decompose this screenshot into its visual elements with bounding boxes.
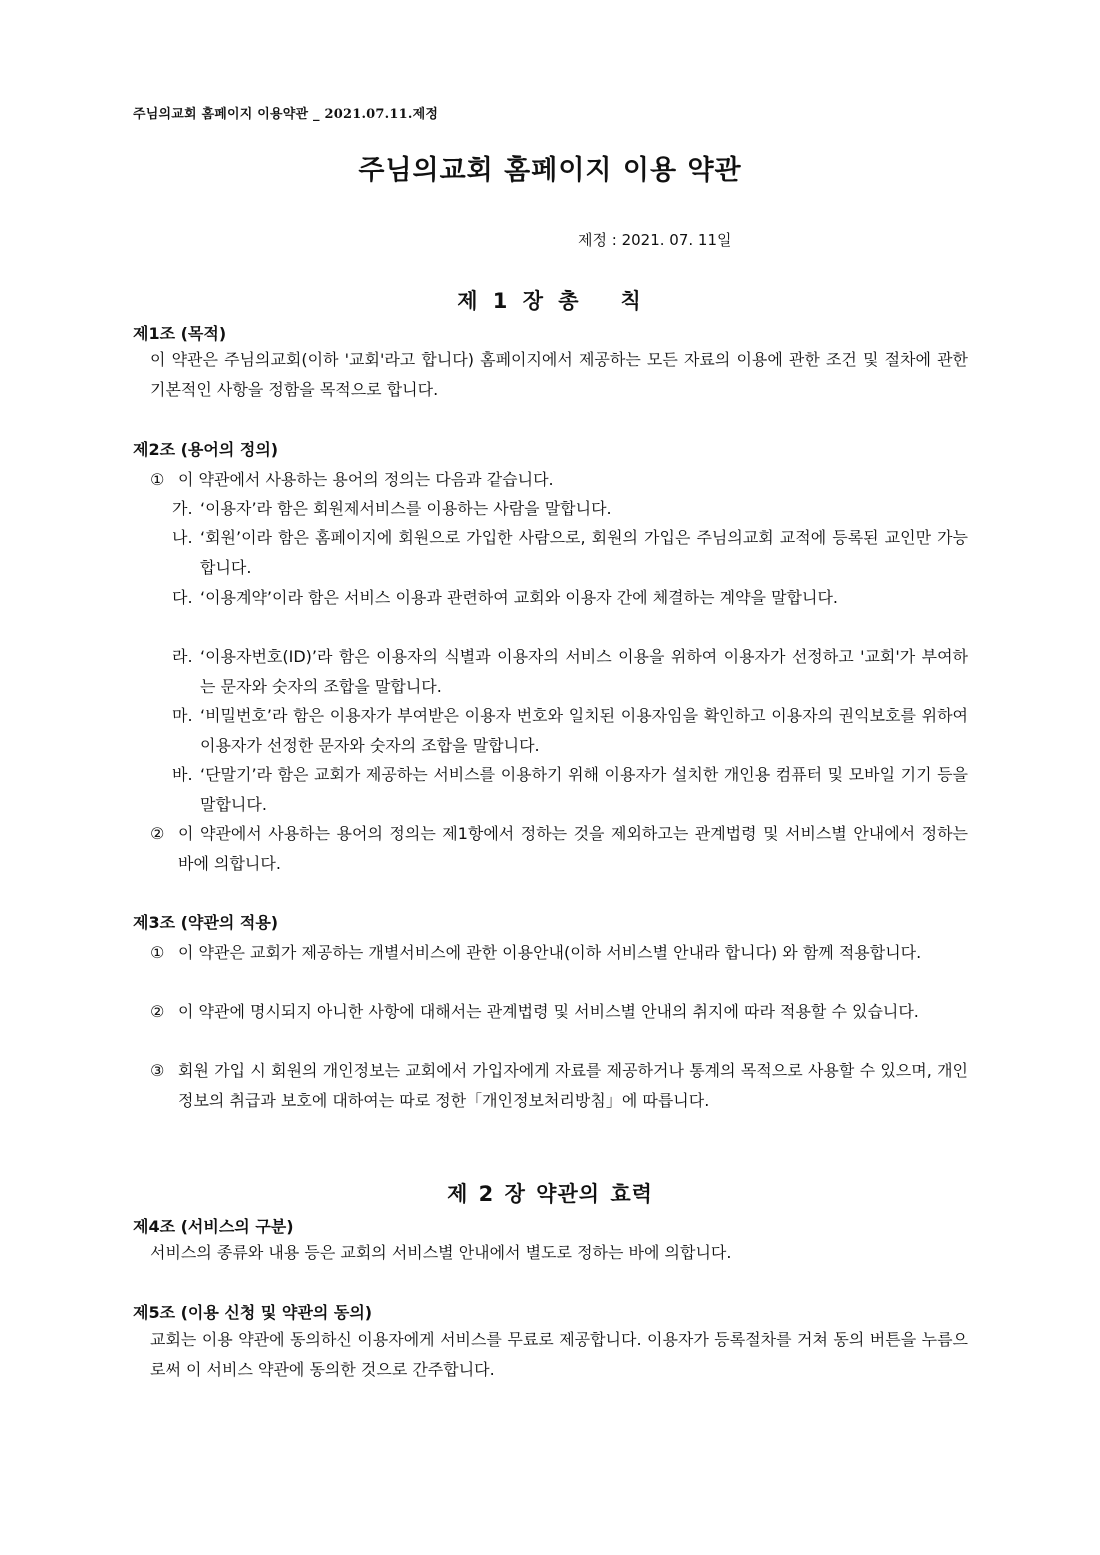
- chapter-2-heading: 제 2 장 약관의 효력: [447, 1182, 653, 1206]
- article-1-title: 제1조 (목적): [133, 324, 227, 343]
- definition-marker: 가.: [172, 499, 193, 518]
- clause-marker: ①: [150, 470, 165, 489]
- article-5-body: 교회는 이용 약관에 동의하신 이용자에게 서비스를 무료로 제공합니다. 이용자가 등록절차를 거쳐 동의 버튼을 누름으로써 이 서비스 약관에 동의한 것으로 간주합니다.: [150, 1330, 968, 1379]
- definition-marker: 바.: [172, 765, 193, 784]
- article-3-clause: [150, 997, 968, 1027]
- definition-item: [172, 583, 968, 613]
- definition-marker: 라.: [172, 647, 193, 666]
- clause-text: 회원 가입 시 회원의 개인정보는 교회에서 가입자에게 자료를 제공하거나 통계의 목적으로 사용할 수 있으며, 개인정보의 취급과 보호에 대하여는 따로 정한「개인정보처리방침」에 따릅니다.: [178, 1061, 968, 1110]
- definition-item: [172, 701, 968, 761]
- clause-text: 이 약관에서 사용하는 용어의 정의는 다음과 같습니다.: [178, 470, 554, 489]
- clause-marker: ①: [150, 943, 165, 962]
- definition-marker: 마.: [172, 706, 193, 725]
- article-2-clause-2: [150, 819, 968, 879]
- definition-marker: 나.: [172, 528, 193, 547]
- definition-item: [172, 523, 968, 583]
- running-header: 주님의교회 홈페이지 이용약관 _ 2021.07.11.제정: [133, 107, 439, 122]
- definition-text: ‘이용자’라 함은 회원제서비스를 이용하는 사람을 말합니다.: [200, 499, 612, 518]
- definition-item: [172, 760, 968, 820]
- definition-text: ‘이용자번호(ID)’라 함은 이용자의 식별과 이용자의 서비스 이용을 위하여 이용자가 선정하고 '교회'가 부여하는 문자와 숫자의 조합을 말합니다.: [200, 647, 968, 696]
- article-3-title: 제3조 (약관의 적용): [133, 913, 279, 932]
- clause-text: 이 약관에서 사용하는 용어의 정의는 제1항에서 정하는 것을 제외하고는 관계법령 및 서비스별 안내에서 정하는 바에 의합니다.: [178, 824, 968, 873]
- clause-text: 이 약관은 교회가 제공하는 개별서비스에 관한 이용안내(이하 서비스별 안내라 합니다) 와 함께 적용합니다.: [178, 943, 922, 962]
- definition-text: ‘이용계약’이라 함은 서비스 이용과 관련하여 교회와 이용자 간에 체결하는 계약을 말합니다.: [200, 588, 838, 607]
- clause-text: 이 약관에 명시되지 아니한 사항에 대해서는 관계법령 및 서비스별 안내의 취지에 따라 적용할 수 있습니다.: [178, 1002, 919, 1021]
- definition-item: [172, 642, 968, 702]
- article-4-body: 서비스의 종류와 내용 등은 교회의 서비스별 안내에서 별도로 정하는 바에 의합니다.: [150, 1243, 732, 1262]
- article-3-clause: [150, 1056, 968, 1116]
- chapter-1-heading: 제 1 장 총 칙: [457, 289, 643, 313]
- article-1-body: 이 약관은 주님의교회(이하 '교회'라고 합니다) 홈페이지에서 제공하는 모든 자료의 이용에 관한 조건 및 절차에 관한 기본적인 사항을 정함을 목적으로 합니다.: [150, 350, 968, 399]
- article-2-clause-1: [150, 465, 968, 495]
- definition-marker: 다.: [172, 588, 193, 607]
- definition-text: ‘비밀번호’라 함은 이용자가 부여받은 이용자 번호와 일치된 이용자임을 확인하고 이용자의 권익보호를 위하여 이용자가 선정한 문자와 숫자의 조합을 말합니다.: [200, 706, 968, 755]
- enactment-date: 제정 : 2021. 07. 11일: [578, 231, 732, 249]
- article-2-title: 제2조 (용어의 정의): [133, 440, 279, 459]
- article-5-title: 제5조 (이용 신청 및 약관의 동의): [133, 1303, 373, 1322]
- clause-marker: ②: [150, 824, 165, 843]
- definition-text: ‘단말기’라 함은 교회가 제공하는 서비스를 이용하기 위해 이용자가 설치한 개인용 컴퓨터 및 모바일 기기 등을 말합니다.: [200, 765, 968, 814]
- definition-item: [172, 494, 968, 524]
- clause-marker: ③: [150, 1061, 165, 1080]
- document-title: 주님의교회 홈페이지 이용 약관: [358, 155, 742, 186]
- clause-marker: ②: [150, 1002, 165, 1021]
- article-4-title: 제4조 (서비스의 구분): [133, 1217, 294, 1236]
- definition-text: ‘회원’이라 함은 홈페이지에 회원으로 가입한 사람으로, 회원의 가입은 주님의교회 교적에 등록된 교인만 가능합니다.: [200, 528, 968, 577]
- article-3-clause: [150, 938, 968, 968]
